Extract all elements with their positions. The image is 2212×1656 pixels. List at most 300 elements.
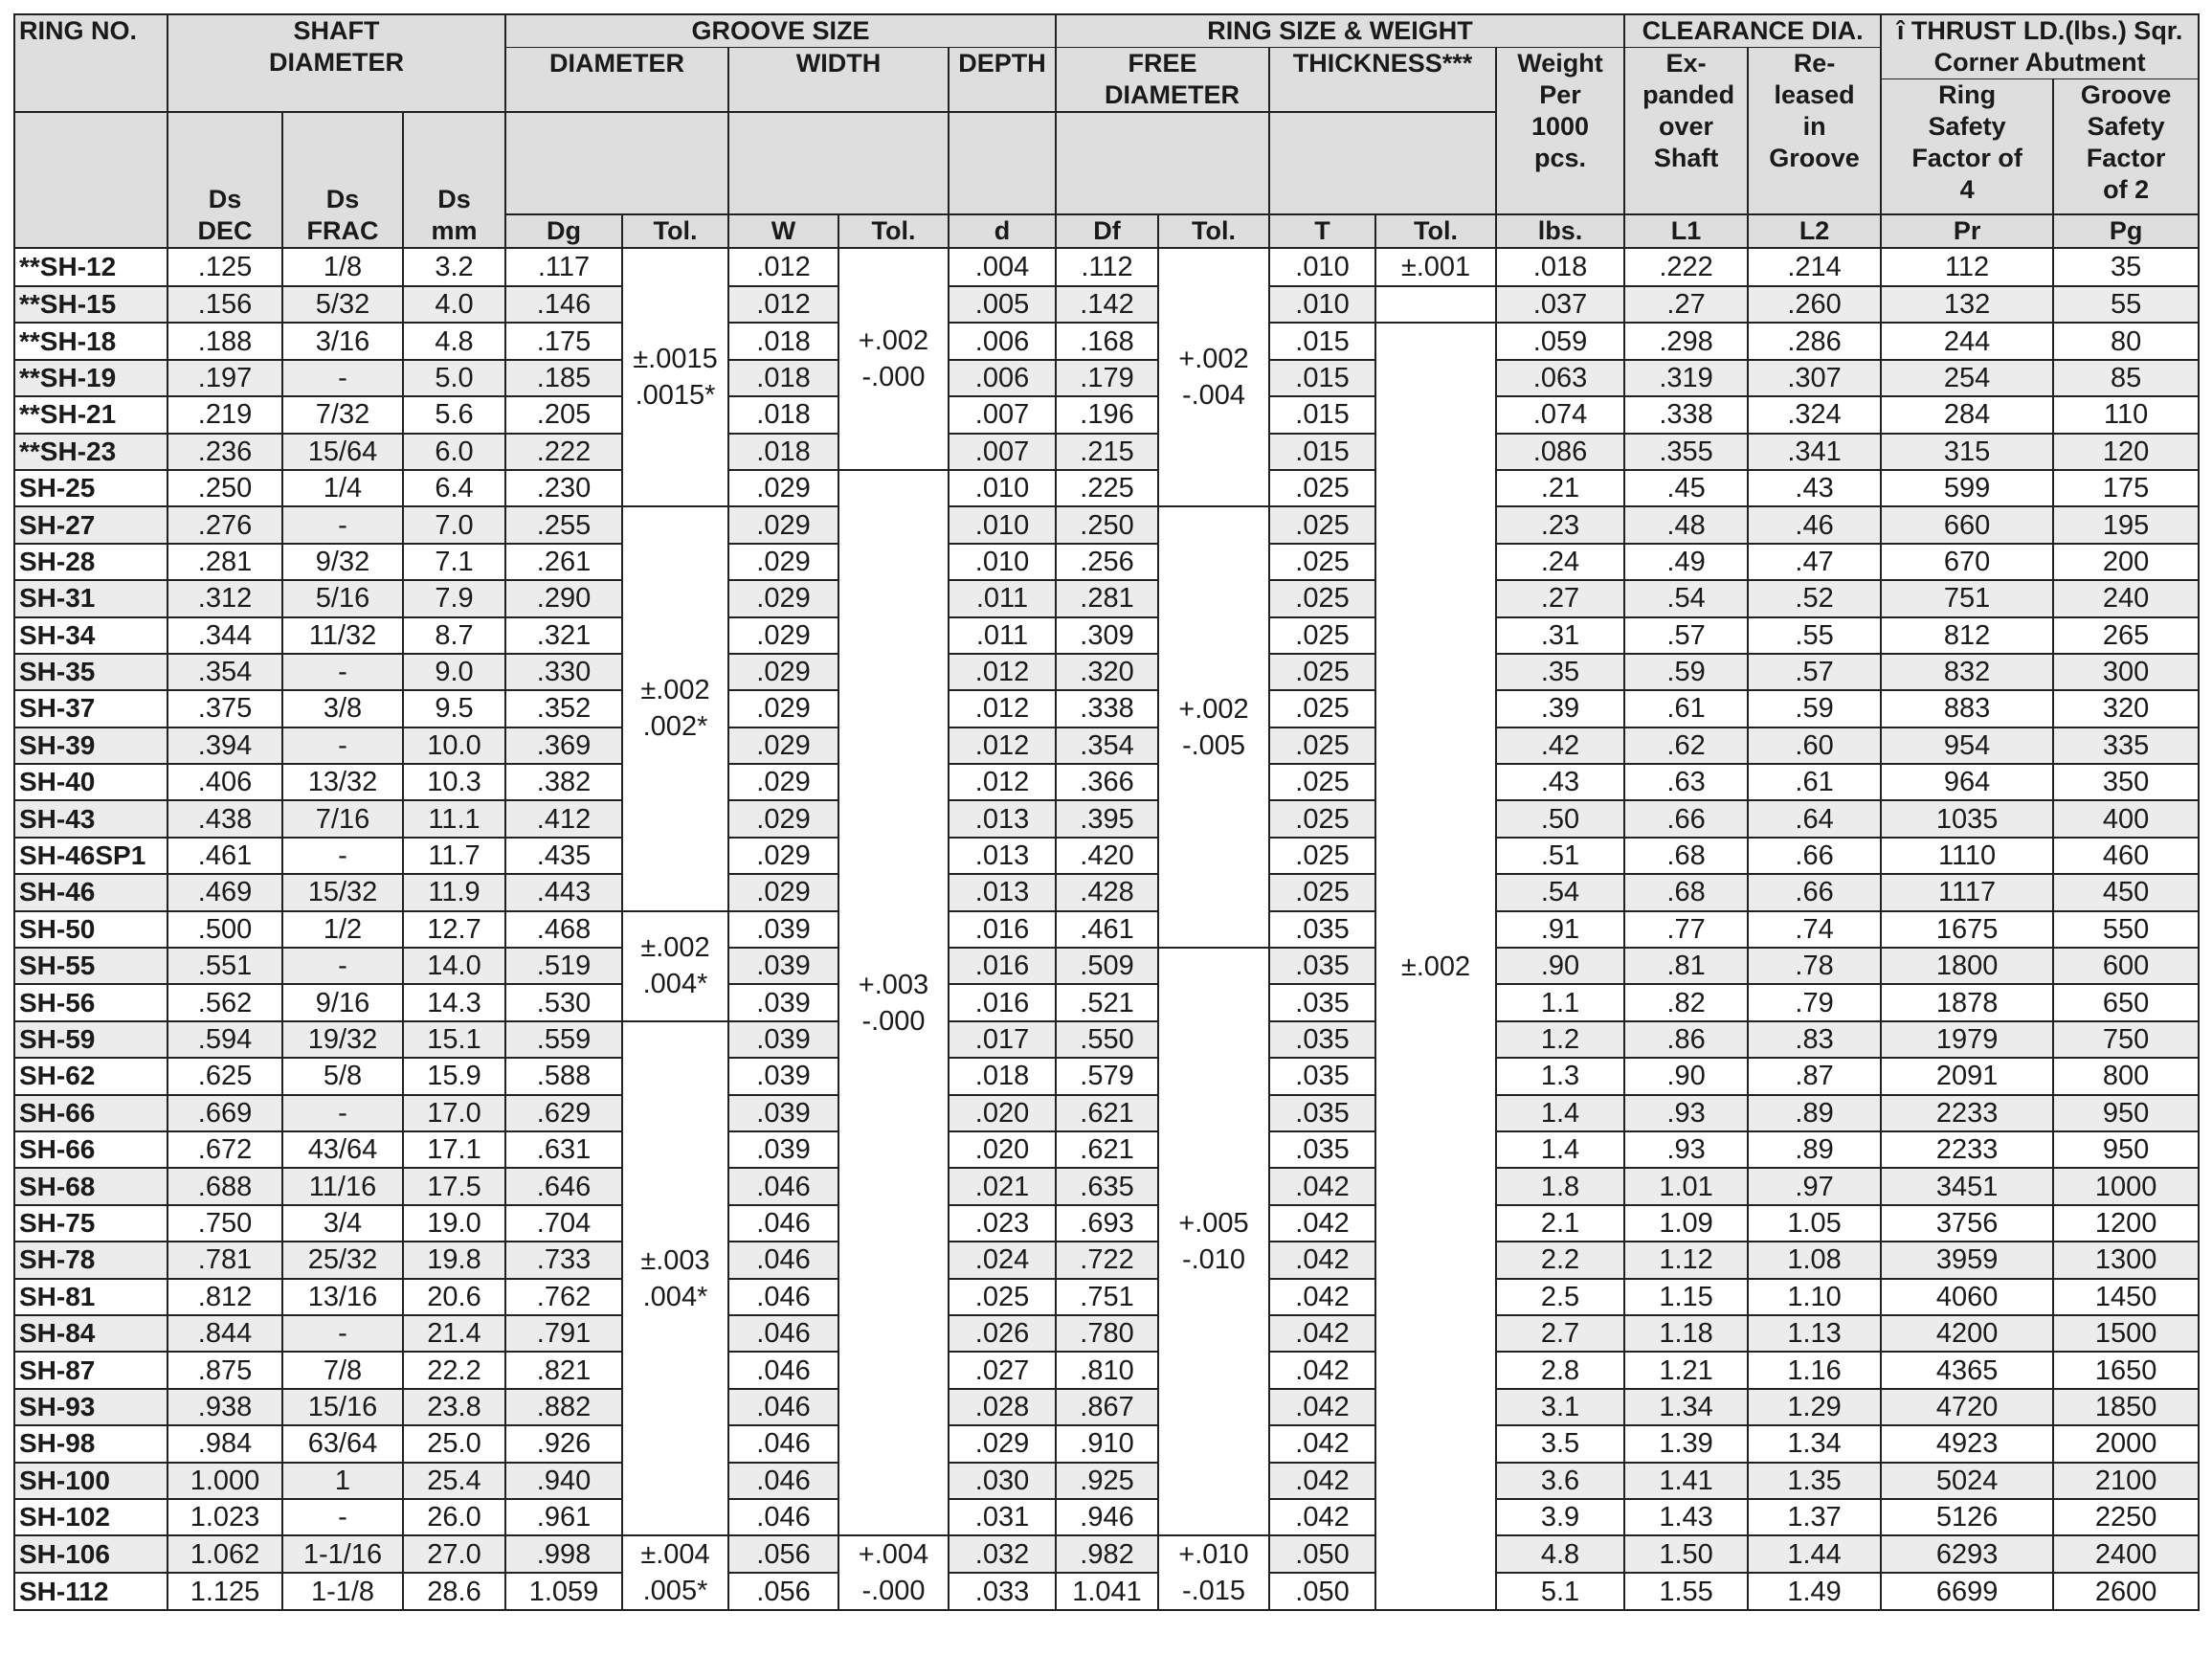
cell-ds-mm: 14.3 [403,984,505,1020]
cell-ds-frac: 11/16 [282,1168,403,1204]
cell-ds-dec: .938 [168,1389,282,1425]
cell-df: .579 [1056,1058,1158,1094]
cell-l2: 1.37 [1748,1499,1881,1535]
cell-ds-dec: .844 [168,1315,282,1352]
cell-pr: 132 [1881,286,2053,323]
cell-weight: 1.3 [1496,1058,1624,1094]
cell-df: .550 [1056,1021,1158,1058]
cell-weight: 2.5 [1496,1279,1624,1315]
cell-l1: .90 [1624,1058,1748,1094]
header-w: W [728,214,838,248]
cell-df: .215 [1056,434,1158,470]
cell-ds-frac: - [282,1315,403,1352]
cell-pr: 964 [1881,764,2053,800]
cell-t: .025 [1269,838,1375,874]
header-clearance-dia: CLEARANCE DIA. [1624,14,1881,48]
cell-dg: .443 [505,874,622,910]
cell-df: .635 [1056,1168,1158,1204]
cell-l1: .319 [1624,360,1748,396]
cell-pr: 6293 [1881,1535,2053,1573]
cell-ds-frac: - [282,1095,403,1131]
cell-l2: .286 [1748,323,1881,359]
cell-ds-frac: - [282,727,403,764]
cell-ds-dec: .750 [168,1205,282,1242]
cell-d: .005 [949,286,1056,323]
table-row [14,1573,2199,1610]
table-row [14,1499,2199,1535]
cell-d: .004 [949,248,1056,286]
header-dg-tol: Tol. [622,214,728,248]
cell-ring: SH-112 [14,1573,168,1610]
table-row [14,544,2199,580]
cell-ds-mm: 7.1 [403,544,505,580]
cell-d: .012 [949,764,1056,800]
cell-l2: .83 [1748,1021,1881,1058]
cell-t: .015 [1269,396,1375,433]
cell-ds-frac: 11/32 [282,617,403,654]
cell-ds-dec: .375 [168,690,282,727]
cell-weight: 2.1 [1496,1205,1624,1242]
cell-l2: 1.44 [1748,1535,1881,1573]
cell-pg: 2000 [2053,1425,2199,1462]
cell-pg: 460 [2053,838,2199,874]
cell-l1: 1.55 [1624,1573,1748,1610]
header-ring-size-weight: RING SIZE & WEIGHT [1056,14,1624,48]
tol-t: ±.001 [1375,248,1496,286]
cell-t: .025 [1269,690,1375,727]
table-row [14,1095,2199,1131]
header-spacer-w [728,112,949,214]
cell-ds-dec: .984 [168,1425,282,1462]
cell-l1: 1.50 [1624,1535,1748,1573]
cell-w: .046 [728,1389,838,1425]
cell-pr: 3756 [1881,1205,2053,1242]
header-dg: Dg [505,214,622,248]
cell-df: .281 [1056,580,1158,616]
cell-pr: 4365 [1881,1352,2053,1388]
cell-ring: SH-93 [14,1389,168,1425]
cell-ds-mm: 20.6 [403,1279,505,1315]
cell-d: .016 [949,911,1056,948]
cell-pg: 80 [2053,323,2199,359]
cell-pg: 2250 [2053,1499,2199,1535]
cell-ring: SH-56 [14,984,168,1020]
cell-d: .032 [949,1535,1056,1573]
cell-t: .015 [1269,323,1375,359]
cell-l2: 1.16 [1748,1352,1881,1388]
cell-weight: .35 [1496,654,1624,690]
header-free-diameter: FREE DIAMETER [1056,48,1269,113]
cell-ring: SH-66 [14,1095,168,1131]
cell-l2: .47 [1748,544,1881,580]
cell-pg: 1300 [2053,1242,2199,1278]
cell-l2: .66 [1748,874,1881,910]
cell-ds-frac: 5/8 [282,1058,403,1094]
cell-l1: 1.34 [1624,1389,1748,1425]
cell-pr: 254 [1881,360,2053,396]
cell-dg: .733 [505,1242,622,1278]
cell-ds-dec: .812 [168,1279,282,1315]
cell-dg: .175 [505,323,622,359]
cell-df: .179 [1056,360,1158,396]
cell-ring: SH-102 [14,1499,168,1535]
cell-dg: .222 [505,434,622,470]
cell-w: .029 [728,727,838,764]
cell-l1: .63 [1624,764,1748,800]
cell-dg: .146 [505,286,622,323]
cell-ds-frac: 1-1/8 [282,1573,403,1610]
header-d: d [949,214,1056,248]
cell-ds-mm: 7.0 [403,506,505,543]
cell-l1: .86 [1624,1021,1748,1058]
cell-ring: SH-68 [14,1168,168,1204]
cell-weight: 2.2 [1496,1242,1624,1278]
cell-t: .050 [1269,1535,1375,1573]
header-lbs: lbs. [1496,214,1624,248]
cell-pg: 750 [2053,1021,2199,1058]
cell-pg: 400 [2053,800,2199,837]
cell-ds-dec: .551 [168,948,282,984]
cell-l2: .89 [1748,1131,1881,1168]
cell-ring: SH-100 [14,1463,168,1499]
cell-w: .029 [728,690,838,727]
cell-df: .461 [1056,911,1158,948]
cell-dg: .117 [505,248,622,286]
cell-ring: **SH-23 [14,434,168,470]
cell-weight: .42 [1496,727,1624,764]
header-w-tol: Tol. [838,214,949,248]
cell-d: .010 [949,506,1056,543]
cell-l2: .341 [1748,434,1881,470]
cell-l1: 1.01 [1624,1168,1748,1204]
cell-df: .751 [1056,1279,1158,1315]
cell-t: .042 [1269,1463,1375,1499]
cell-l2: .307 [1748,360,1881,396]
cell-t: .015 [1269,360,1375,396]
cell-pg: 350 [2053,764,2199,800]
cell-t: .025 [1269,506,1375,543]
cell-l2: 1.34 [1748,1425,1881,1462]
cell-ds-dec: .344 [168,617,282,654]
cell-ds-dec: 1.125 [168,1573,282,1610]
cell-w: .029 [728,800,838,837]
cell-d: .020 [949,1131,1056,1168]
cell-l1: .48 [1624,506,1748,543]
tol-df: +.002 -.004 [1158,248,1269,506]
cell-l2: .66 [1748,838,1881,874]
cell-w: .046 [728,1168,838,1204]
cell-ds-mm: 11.9 [403,874,505,910]
cell-pg: 110 [2053,396,2199,433]
cell-df: .925 [1056,1463,1158,1499]
cell-l2: .74 [1748,911,1881,948]
cell-ring: SH-25 [14,470,168,506]
cell-weight: .51 [1496,838,1624,874]
cell-ds-mm: 9.0 [403,654,505,690]
table-row [14,470,2199,506]
cell-l1: .93 [1624,1131,1748,1168]
cell-l1: 1.15 [1624,1279,1748,1315]
tol-t: ±.002 [1375,323,1496,1610]
cell-df: .867 [1056,1389,1158,1425]
cell-l1: .68 [1624,838,1748,874]
cell-pr: 5126 [1881,1499,2053,1535]
header-released-in-groove: Re- leased in Groove [1748,48,1881,215]
cell-d: .007 [949,396,1056,433]
cell-t: .042 [1269,1168,1375,1204]
cell-d: .024 [949,1242,1056,1278]
cell-weight: 1.4 [1496,1131,1624,1168]
cell-t: .035 [1269,1131,1375,1168]
cell-ds-dec: .125 [168,248,282,286]
cell-pr: 2091 [1881,1058,2053,1094]
cell-ds-mm: 22.2 [403,1352,505,1388]
cell-pg: 335 [2053,727,2199,764]
cell-l2: .55 [1748,617,1881,654]
cell-t: .025 [1269,470,1375,506]
cell-d: .016 [949,984,1056,1020]
cell-ds-mm: 19.8 [403,1242,505,1278]
cell-weight: .39 [1496,690,1624,727]
cell-pg: 1850 [2053,1389,2199,1425]
cell-ring: **SH-18 [14,323,168,359]
cell-ds-frac: 7/16 [282,800,403,837]
cell-ds-frac: 15/32 [282,874,403,910]
cell-l2: .260 [1748,286,1881,323]
cell-ds-frac: 9/16 [282,984,403,1020]
cell-w: .012 [728,248,838,286]
cell-pr: 670 [1881,544,2053,580]
cell-ds-mm: 8.7 [403,617,505,654]
cell-ring: SH-28 [14,544,168,580]
cell-pr: 284 [1881,396,2053,433]
cell-pr: 244 [1881,323,2053,359]
cell-dg: .530 [505,984,622,1020]
table-row [14,248,2199,286]
header-thickness: THICKNESS*** [1269,48,1496,113]
cell-ds-mm: 9.5 [403,690,505,727]
table-row [14,800,2199,837]
cell-l1: 1.41 [1624,1463,1748,1499]
header-ds-dec: Ds DEC [168,112,282,248]
cell-df: .225 [1056,470,1158,506]
cell-d: .025 [949,1279,1056,1315]
cell-pr: 1979 [1881,1021,2053,1058]
table-row [14,506,2199,543]
cell-pg: 2400 [2053,1535,2199,1573]
cell-w: .029 [728,874,838,910]
tol-dg: ±.003 .004* [622,1021,728,1535]
cell-weight: .54 [1496,874,1624,910]
cell-dg: .821 [505,1352,622,1388]
cell-ds-mm: 28.6 [403,1573,505,1610]
cell-d: .031 [949,1499,1056,1535]
cell-ring: SH-62 [14,1058,168,1094]
cell-l2: .52 [1748,580,1881,616]
cell-d: .033 [949,1573,1056,1610]
cell-ds-dec: .156 [168,286,282,323]
cell-pr: 1675 [1881,911,2053,948]
cell-dg: .646 [505,1168,622,1204]
cell-t: .025 [1269,654,1375,690]
cell-ds-frac: 1/4 [282,470,403,506]
cell-weight: 3.6 [1496,1463,1624,1499]
cell-t: .035 [1269,911,1375,948]
cell-df: .780 [1056,1315,1158,1352]
cell-t: .010 [1269,248,1375,286]
cell-t: .042 [1269,1279,1375,1315]
cell-pg: 195 [2053,506,2199,543]
cell-l1: 1.43 [1624,1499,1748,1535]
cell-ds-dec: .672 [168,1131,282,1168]
header-df-tol: Tol. [1158,214,1269,248]
cell-pr: 832 [1881,654,2053,690]
header-groove-size: GROOVE SIZE [505,14,1056,48]
cell-t: .025 [1269,617,1375,654]
cell-ds-mm: 23.8 [403,1389,505,1425]
cell-df: .428 [1056,874,1158,910]
header-l1: L1 [1624,214,1748,248]
cell-t: .025 [1269,874,1375,910]
cell-df: .621 [1056,1095,1158,1131]
cell-d: .013 [949,874,1056,910]
cell-w: .046 [728,1315,838,1352]
tol-dg: ±.002 .004* [622,911,728,1021]
cell-t: .025 [1269,727,1375,764]
cell-d: .017 [949,1021,1056,1058]
cell-ds-dec: .188 [168,323,282,359]
header-spacer-t [1269,112,1496,214]
table-row [14,1168,2199,1204]
cell-t: .042 [1269,1499,1375,1535]
header-l2: L2 [1748,214,1881,248]
cell-weight: .91 [1496,911,1624,948]
table-row [14,1425,2199,1462]
cell-pr: 2233 [1881,1095,2053,1131]
cell-df: .395 [1056,800,1158,837]
cell-dg: .321 [505,617,622,654]
cell-d: .013 [949,800,1056,837]
cell-ring: **SH-12 [14,248,168,286]
cell-dg: .998 [505,1535,622,1573]
cell-d: .011 [949,617,1056,654]
cell-ds-dec: .625 [168,1058,282,1094]
cell-ds-dec: 1.023 [168,1499,282,1535]
table-row [14,1535,2199,1573]
cell-pr: 4060 [1881,1279,2053,1315]
cell-ds-mm: 4.0 [403,286,505,323]
tol-t [1375,286,1496,323]
cell-dg: 1.059 [505,1573,622,1610]
cell-weight: .059 [1496,323,1624,359]
header-t: T [1269,214,1375,248]
header-thrust-load: î THRUST LD.(lbs.) Sqr. Corner Abutment [1881,14,2199,79]
table-row [14,1131,2199,1168]
cell-w: .046 [728,1425,838,1462]
cell-weight: .27 [1496,580,1624,616]
cell-d: .026 [949,1315,1056,1352]
cell-ds-dec: .688 [168,1168,282,1204]
cell-weight: 2.7 [1496,1315,1624,1352]
cell-ds-mm: 6.4 [403,470,505,506]
cell-ds-mm: 27.0 [403,1535,505,1573]
cell-ds-dec: .276 [168,506,282,543]
cell-t: .025 [1269,764,1375,800]
cell-l2: .97 [1748,1168,1881,1204]
cell-ds-mm: 21.4 [403,1315,505,1352]
cell-w: .029 [728,764,838,800]
cell-pr: 315 [1881,434,2053,470]
cell-ds-dec: .197 [168,360,282,396]
cell-weight: .24 [1496,544,1624,580]
cell-pg: 1200 [2053,1205,2199,1242]
cell-dg: .185 [505,360,622,396]
cell-ring: SH-81 [14,1279,168,1315]
header-df: Df [1056,214,1158,248]
cell-ring: SH-87 [14,1352,168,1388]
cell-ds-dec: .781 [168,1242,282,1278]
cell-pr: 3959 [1881,1242,2053,1278]
cell-ring: SH-40 [14,764,168,800]
cell-d: .006 [949,360,1056,396]
table-row [14,1463,2199,1499]
cell-t: .025 [1269,544,1375,580]
header-ds-frac: Ds FRAC [282,112,403,248]
cell-pg: 1450 [2053,1279,2199,1315]
cell-ds-frac: 3/16 [282,323,403,359]
cell-ring: **SH-19 [14,360,168,396]
cell-w: .029 [728,506,838,543]
cell-d: .010 [949,544,1056,580]
cell-l1: .59 [1624,654,1748,690]
cell-l1: .298 [1624,323,1748,359]
cell-weight: .086 [1496,434,1624,470]
cell-l1: .27 [1624,286,1748,323]
cell-l1: 1.12 [1624,1242,1748,1278]
cell-ds-dec: .406 [168,764,282,800]
cell-ds-frac: 1-1/16 [282,1535,403,1573]
cell-ds-dec: .500 [168,911,282,948]
cell-w: .039 [728,948,838,984]
cell-l2: 1.35 [1748,1463,1881,1499]
cell-t: .042 [1269,1389,1375,1425]
table-row [14,286,2199,323]
cell-t: .035 [1269,984,1375,1020]
cell-l2: 1.08 [1748,1242,1881,1278]
cell-ring: SH-37 [14,690,168,727]
ring-spec-table [13,13,2200,1611]
cell-ring: SH-78 [14,1242,168,1278]
cell-l1: .81 [1624,948,1748,984]
cell-t: .035 [1269,948,1375,984]
cell-l2: .79 [1748,984,1881,1020]
cell-l1: .49 [1624,544,1748,580]
cell-ds-mm: 5.6 [403,396,505,433]
cell-pg: 55 [2053,286,2199,323]
cell-l1: .93 [1624,1095,1748,1131]
table-row [14,911,2199,948]
cell-ring: SH-46 [14,874,168,910]
cell-t: .042 [1269,1425,1375,1462]
cell-w: .039 [728,911,838,948]
cell-l1: .57 [1624,617,1748,654]
header-spacer-dg [505,112,728,214]
cell-ds-frac: 1 [282,1463,403,1499]
tol-dg: ±.004 .005* [622,1535,728,1610]
cell-dg: .588 [505,1058,622,1094]
table-row [14,360,2199,396]
cell-dg: .369 [505,727,622,764]
